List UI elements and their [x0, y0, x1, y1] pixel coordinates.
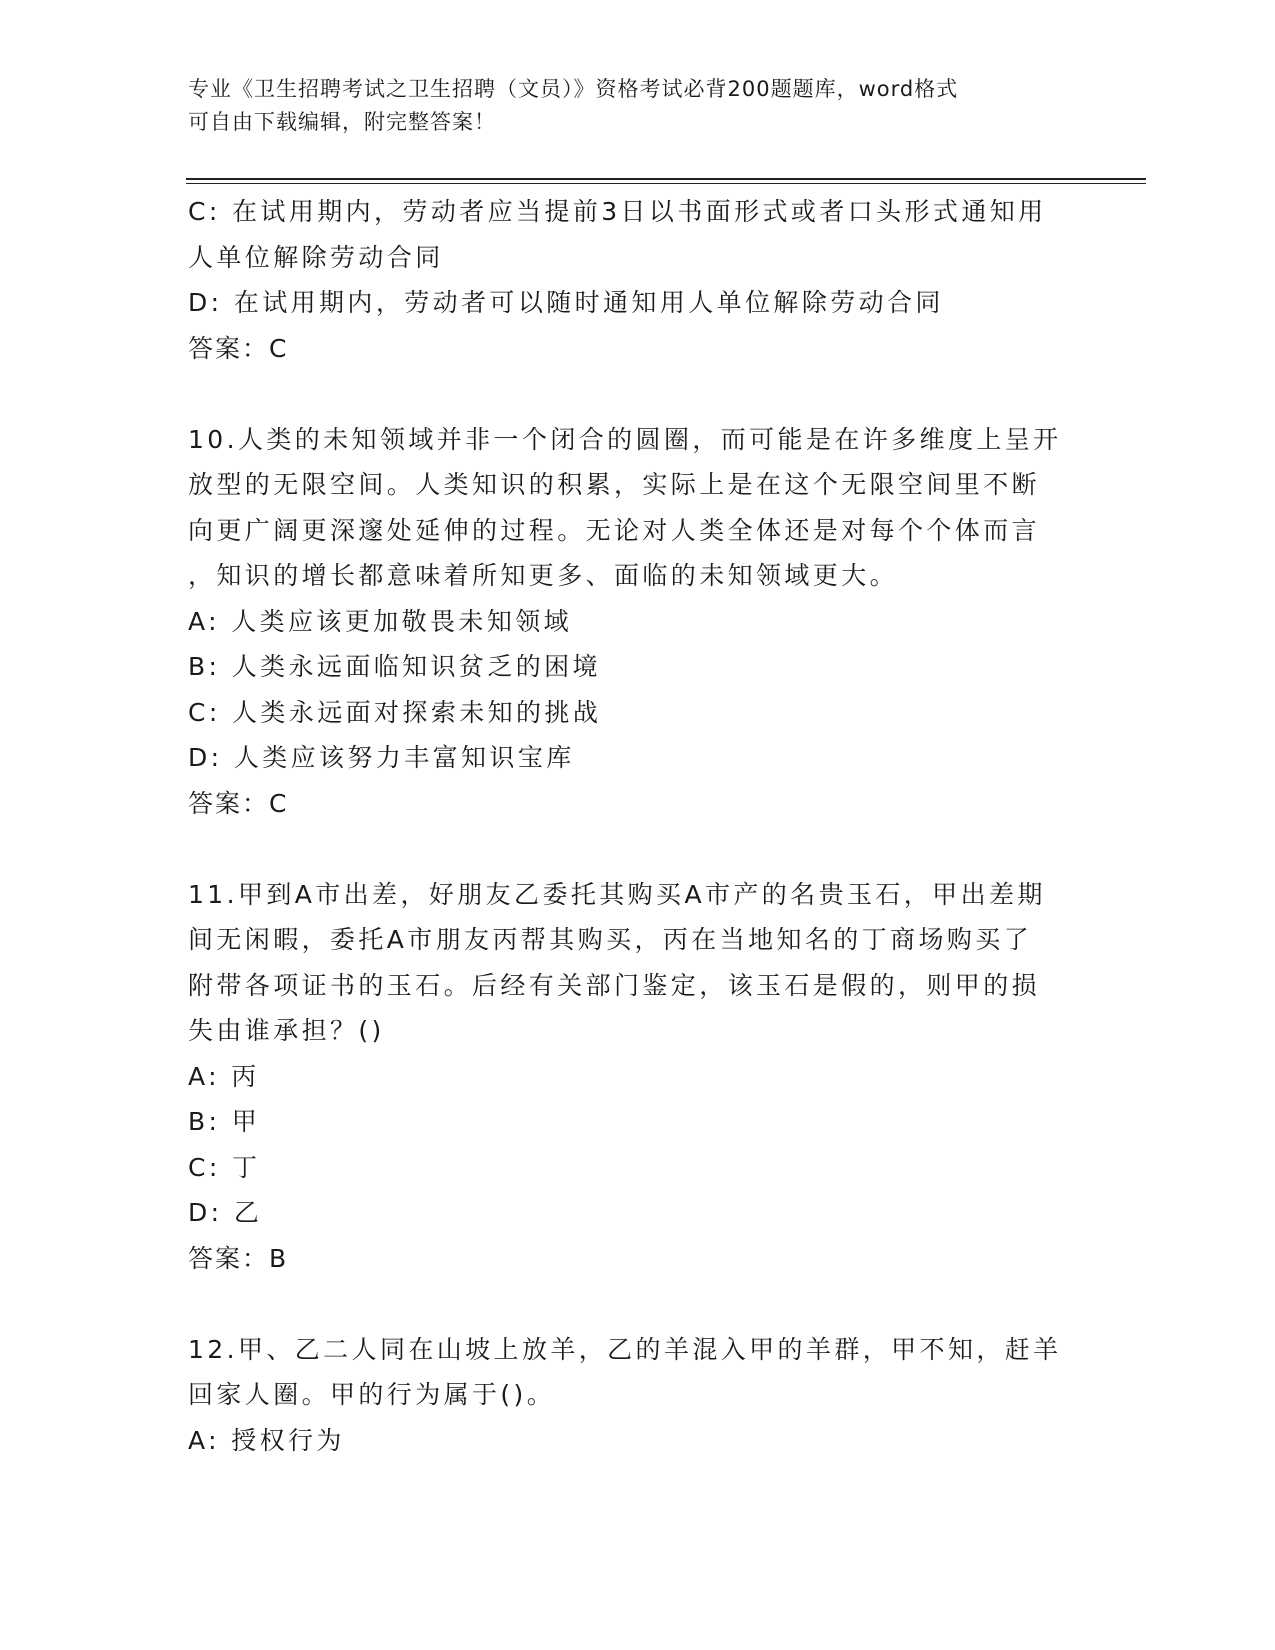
option-d: D: 在试用期内，劳动者可以随时通知用人单位解除劳动合同 — [188, 288, 944, 317]
answer-line: 答案：B — [188, 1243, 289, 1273]
answer-line: 答案：C — [188, 788, 289, 818]
answer-line: 答案：C — [188, 333, 289, 363]
header-line: 专业《卫生招聘考试之卫生招聘（文员）》资格考试必背200题题库，word格式 — [188, 77, 959, 101]
option-c: C: 在试用期内，劳动者应当提前3日以书面形式或者口头形式通知用 — [188, 197, 1047, 226]
question-stem-line: 向更广阔更深邃处延伸的过程。无论对人类全体还是对每个个体而言 — [188, 515, 1041, 545]
question-stem-line: 11.甲到A市出差，好朋友乙委托其购买A市产的名贵玉石，甲出差期 — [188, 879, 1046, 909]
option-c-continued: 人单位解除劳动合同 — [188, 242, 444, 272]
question-stem-line: 放型的无限空间。人类知识的积累，实际上是在这个无限空间里不断 — [188, 470, 1041, 499]
option-b: B: 人类永远面临知识贫乏的困境 — [188, 652, 601, 681]
question-stem-line: 附带各项证书的玉石。后经有关部门鉴定，该玉石是假的，则甲的损 — [188, 970, 1041, 1000]
question-stem-line: 10.人类的未知领域并非一个闭合的圆圈，而可能是在许多维度上呈开 — [188, 424, 1062, 454]
question-10 — [188, 417, 1078, 827]
option-a: A: 丙 — [188, 1061, 260, 1091]
question-stem-line: 12.甲、乙二人同在山坡上放羊，乙的羊混入甲的羊群，甲不知，赶羊 — [188, 1334, 1062, 1364]
question-gap — [188, 371, 1078, 417]
question-stem-line: 回家人圈。甲的行为属于()。 — [188, 1380, 556, 1409]
option-d: D: 乙 — [188, 1198, 263, 1227]
option-c: C: 丁 — [188, 1152, 261, 1182]
document-body — [188, 189, 1078, 1463]
question-9-tail — [188, 189, 1078, 371]
option-c: C: 人类永远面对探索未知的挑战 — [188, 697, 602, 727]
question-stem-line: ，知识的增长都意味着所知更多、面临的未知领域更大。 — [188, 561, 899, 590]
header-rule-thick — [186, 178, 1146, 180]
document-header — [188, 73, 1078, 139]
option-a: A: 人类应该更加敬畏未知领域 — [188, 606, 573, 636]
option-b: B: 甲 — [188, 1107, 261, 1136]
question-stem-line: 失由谁承担？() — [188, 1016, 385, 1045]
question-12 — [188, 1327, 1078, 1464]
option-a: A: 授权行为 — [188, 1425, 345, 1455]
question-stem-line: 间无闲暇，委托A市朋友丙帮其购买，丙在当地知名的丁商场购买了 — [188, 925, 1033, 954]
question-gap — [188, 826, 1078, 872]
option-d: D: 人类应该努力丰富知识宝库 — [188, 743, 575, 772]
header-line: 可自由下载编辑，附完整答案！ — [188, 110, 496, 134]
question-11 — [188, 872, 1078, 1282]
header-rule-thin — [186, 183, 1146, 184]
question-gap — [188, 1281, 1078, 1327]
